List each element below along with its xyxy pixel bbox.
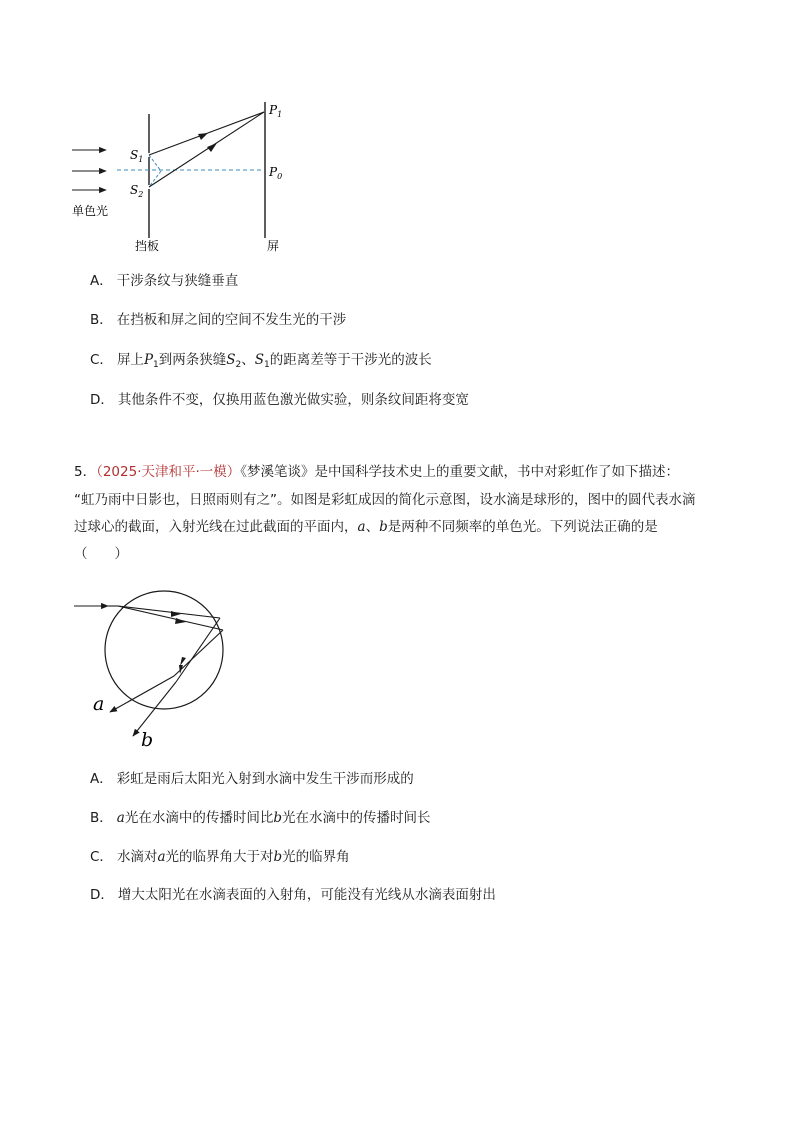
ray-arrowhead-2 (207, 143, 217, 152)
q5-option-b-letter: B． (90, 810, 113, 826)
inner-arrowhead-c (180, 657, 186, 666)
q4-option-d-letter: D． (90, 392, 114, 408)
exit-ray-a (110, 676, 174, 712)
q5-option-a-text: 彩虹是雨后太阳光入射到水滴中发生干涉而形成的 (116, 771, 414, 787)
q5-line-2 (74, 491, 696, 509)
q5-source: （2025·天津和平·一模） (96, 464, 241, 480)
q5-line-3 (74, 518, 658, 536)
q5-option-c (90, 848, 350, 866)
q5-line-4 (74, 545, 128, 563)
q4-option-c-text-2: 到两条狭缝 (158, 352, 227, 368)
q5-number: 5． (74, 464, 97, 480)
inner-arrowhead-b (171, 611, 181, 617)
q5-line-3-var-b: b (379, 519, 388, 535)
ray-arrowhead-1 (198, 133, 208, 140)
q5-line-2-text: “虹乃雨中日影也，日照雨则有之”。如图是彩虹成因的简化示意图，设水滴是球形的，图中的圆代表水滴 (74, 492, 696, 508)
q4-option-c-s2: S (226, 352, 236, 368)
label-light: 单色光 (72, 204, 109, 218)
q4-option-c-sep: 、 (241, 352, 255, 368)
q5-option-d-text: 增大太阳光在水滴表面的入射角，可能没有光线从水滴表面射出 (117, 887, 496, 903)
label-s2: $S_2$ (130, 183, 144, 199)
q5-option-b-text-2: 光在水滴中的传播时间长 (281, 810, 431, 826)
label-p1: $P_1$ (269, 103, 283, 119)
q5-option-c-letter: C． (90, 849, 113, 865)
q4-option-a-letter: A． (90, 273, 113, 289)
q5-answer-blank: （ ） (74, 546, 128, 562)
ray-b-inside-2 (176, 618, 220, 682)
q4-option-c-s1-sub: 1 (264, 360, 270, 370)
q5-option-b (90, 809, 430, 827)
q5-line-3-var-a: a (357, 519, 366, 535)
q5-option-c-var-1: a (157, 849, 166, 865)
q5-option-a (90, 770, 414, 788)
q4-option-a-text: 干涉条纹与狭缝垂直 (116, 273, 239, 289)
q5-line-1-text: 《梦溪笔谈》是中国科学技术史上的重要文献，书中对彩虹作了如下描述： (240, 464, 680, 480)
q4-option-c-s2-sub: 2 (235, 360, 242, 370)
q5-line-1 (74, 463, 679, 481)
path-difference-line-2 (149, 171, 161, 187)
q5-line-3-text-b: 是两种不同频率的单色光。下列说法正确的是 (387, 519, 658, 535)
label-baffle: 挡板 (135, 239, 160, 253)
q5-option-d (90, 886, 496, 904)
water-droplet-figure (68, 586, 248, 754)
q4-option-d-text: 其他条件不变，仅换用蓝色激光做实验，则条纹间距将变宽 (117, 392, 469, 408)
label-screen: 屏 (267, 239, 280, 253)
q5-line-3-sep: 、 (365, 519, 380, 535)
q5-option-c-text-1: 水滴对 (116, 849, 158, 865)
q4-option-c-text-1: 屏上 (116, 352, 144, 368)
q5-option-b-text-1: 光在水滴中的传播时间比 (124, 810, 274, 826)
q4-option-a (90, 272, 238, 290)
q4-option-d (90, 391, 469, 409)
q4-option-b-letter: B． (90, 312, 113, 328)
q5-option-c-var-2: b (273, 849, 283, 865)
ray-s2-p1 (149, 112, 264, 187)
q5-option-d-letter: D． (90, 887, 114, 903)
q4-option-c-s1: S (254, 352, 264, 368)
q5-option-c-text-2: 光的临界角大于对 (165, 849, 274, 865)
q5-line-3-text-a: 过球心的截面，入射光线在过此截面的平面内， (74, 519, 358, 535)
label-s1: $S_1$ (130, 148, 144, 164)
q4-option-c-text-3: 的距离差等于干涉光的波长 (269, 352, 432, 368)
droplet-circle (105, 591, 223, 709)
q5-option-b-var-1: a (116, 810, 125, 826)
q4-option-c-letter: C． (90, 352, 113, 368)
label-a: a (93, 693, 105, 715)
q4-option-b-text: 在挡板和屏之间的空间不发生光的干涉 (116, 312, 347, 328)
path-difference-line (149, 155, 161, 171)
q4-option-c-p-sub: 1 (153, 360, 159, 370)
q4-option-b (90, 311, 346, 329)
q5-option-b-var-2: b (273, 810, 282, 826)
label-b: b (141, 729, 154, 751)
q5-option-a-letter: A． (90, 771, 113, 787)
double-slit-figure (60, 92, 300, 260)
label-p0: $P_0$ (269, 165, 283, 181)
q4-option-c-p: P (143, 352, 154, 368)
q4-option-c (90, 351, 432, 374)
q5-option-c-text-3: 光的临界角 (282, 849, 350, 865)
